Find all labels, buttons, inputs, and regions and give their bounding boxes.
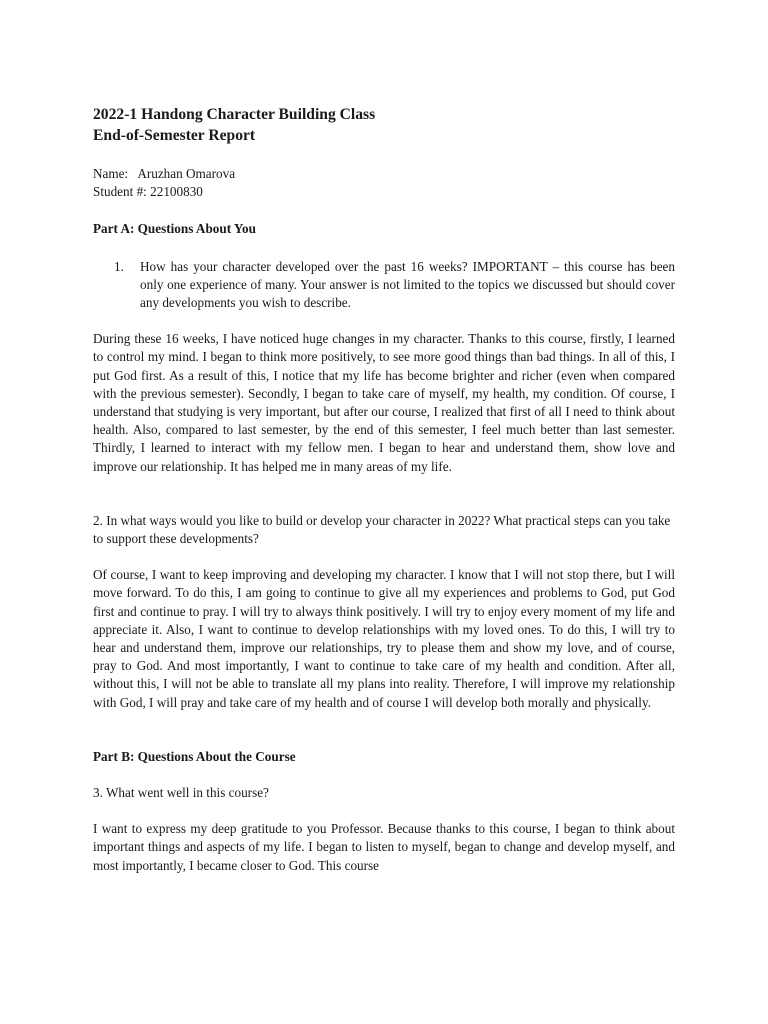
question-1 — [93, 258, 675, 313]
question-3: 3. What went well in this course? — [93, 785, 269, 801]
question-1-text: How has your character developed over the past 16 weeks? IMPORTANT – this course has been only one experience of many. Your answer is not limited to the topics we discussed but should cover any developments you wish to describe. — [140, 258, 675, 311]
student-info — [93, 165, 675, 201]
answer-3: I want to express my deep gratitude to you Professor. Because thanks to this course, I began to think about important things and aspects of my life. I began to listen to myself, began to change and develop myself, and most importantly, I became closer to God. This course — [93, 821, 675, 873]
part-b-heading: Part B: Questions About the Course — [93, 748, 296, 764]
report-title-line1: 2022-1 Handong Character Building Class — [93, 106, 376, 123]
part-a-heading: Part A: Questions About You — [93, 221, 256, 237]
answer-2: Of course, I want to keep improving and developing my character. I know that I will not stop there, but I will move forward. To do this, I am going to continue to give all my experiences and problems to God, put God first and continue to pray. I will try to always think positively. I will try to enjoy every moment of my life and appreciate it. Also, I want to continue to develop relationships with my loved ones. To do this, I will try to hear and understand them, improve our relationships, try to please them and show my love, and of course, pray to God. And most importantly, I want to continue to take care of my health and condition. After all, without this, I will not be able to translate all my plans into reality. Therefore, I will improve my relationship with God, I will pray and take care of my health and of course I will develop both morally and physically. — [93, 567, 675, 710]
question-2: 2. In what ways would you like to build or develop your character in 2022? What practical steps can you take to support these developments? — [93, 512, 671, 547]
report-body — [93, 104, 675, 875]
student-name: Name: Aruzhan Omarova — [93, 166, 236, 181]
report-title-line2: End-of-Semester Report — [93, 127, 256, 144]
answer-1: During these 16 weeks, I have noticed huge changes in my character. Thanks to this course, firstly, I learned to control my mind. I began to think more positively, to see more good things than bad things. In all of this, I put God first. As a result of this, I notice that my life has become brighter and richer (even when compared with the previous semester). Secondly, I began to take care of myself, my health, my condition. Of course, I understand that studying is very important, but after our course, I realized that first of all I need to think about health. Also, compared to last semester, by the end of this semester, I feel much better than last semester. Thirdly, I learned to interact with my fellow men. I began to hear and understand them, show love and improve our relationship. It has helped me in many areas of my life. — [93, 331, 675, 474]
student-number: Student #: 22100830 — [93, 184, 203, 200]
question-1-number: 1. — [114, 258, 124, 274]
